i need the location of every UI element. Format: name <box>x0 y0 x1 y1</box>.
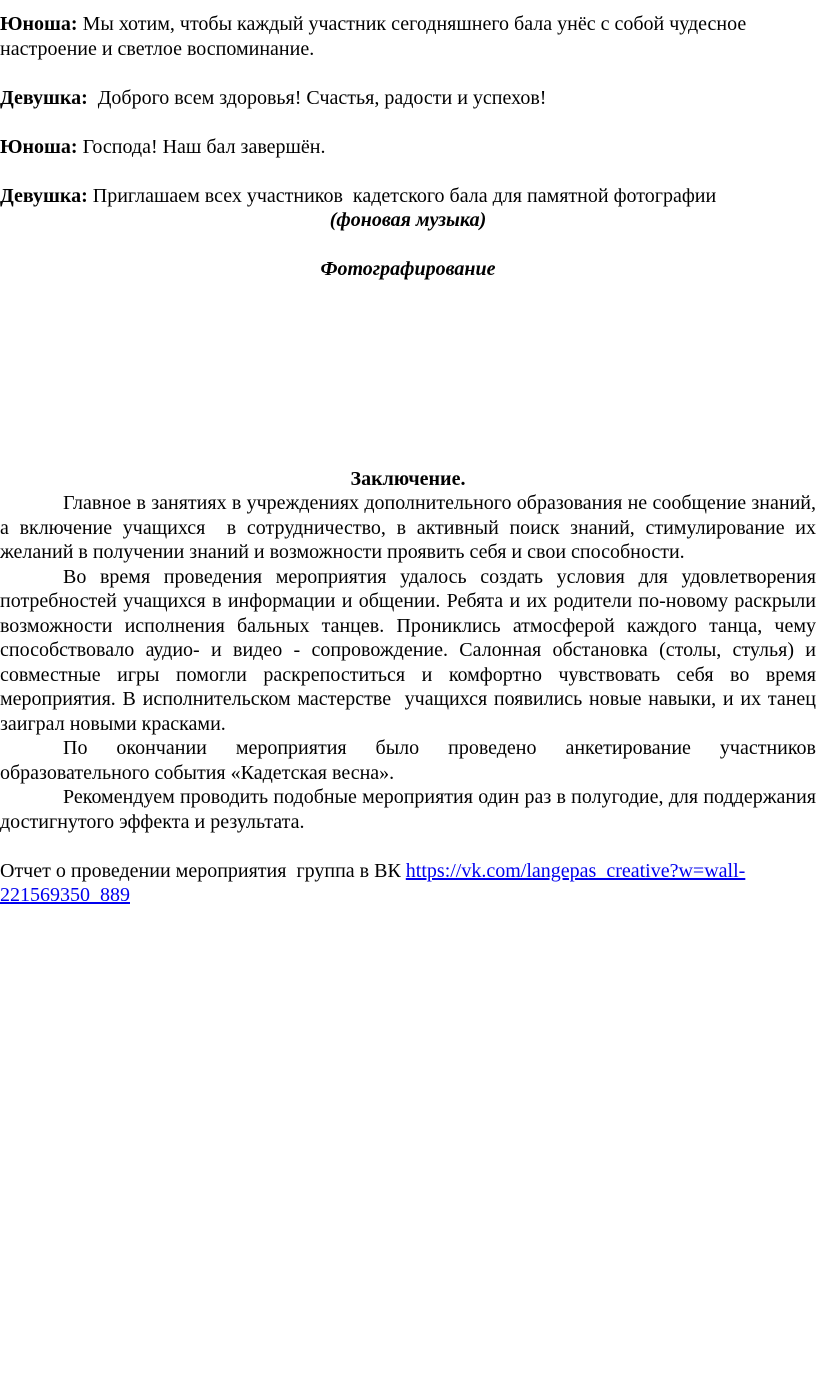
dialogue-line-4 <box>0 184 816 209</box>
report-line <box>0 859 816 908</box>
speaker-label: Юноша: <box>0 135 78 158</box>
blank-space <box>0 282 816 467</box>
dialogue-text: Господа! Наш бал завершён. <box>77 135 326 158</box>
conclusion-heading: Заключение. <box>350 467 466 490</box>
conclusion-paragraph-3: По окончании мероприятия было проведено анкетирование участников образовательного события «Кадетская весна». <box>0 737 816 784</box>
dialogue-text: Приглашаем всех участников кадетского бала для памятной фотографии <box>87 184 717 207</box>
dialogue-line-1 <box>0 12 816 61</box>
conclusion-paragraph-4: Рекомендуем проводить подобные мероприятия один раз в полугодие, для поддержания достигнутого эффекта и результата. <box>0 786 816 833</box>
dialogue-line-2 <box>0 86 816 111</box>
speaker-label: Девушка: <box>0 184 88 207</box>
speaker-label: Юноша: <box>0 13 78 35</box>
speaker-label: Девушка: <box>0 86 88 109</box>
document-page <box>0 12 816 908</box>
dialogue-text: Доброго всем здоровья! Счастья, радости и успехов! <box>87 86 547 109</box>
dialogue-text: Мы хотим, чтобы каждый участник сегодняшнего бала унёс с собой чудесное настроение и светлое воспоминание. <box>0 13 747 60</box>
report-text: Отчет о проведении мероприятия группа в ВК <box>0 859 406 882</box>
conclusion-paragraph-2: Во время проведения мероприятия удалось создать условия для удовлетворения потребностей учащихся в информации и общении. Ребята и их родители по-новому раскрыли возможности исполнения бальных танцев. Прониклись атмосферой каждого танца, чему способствовало аудио- и видео - сопровождение. Салонная обстановка (столы, стулья) и совместные игры помогли раскрепоститься и комфортно чувствовать себя во время мероприятия. В исполнительском мастерстве учащихся появились новые навыки, и их танец заиграл новыми красками. <box>0 565 816 735</box>
report-link[interactable]: https://vk.com/langepas_creative?w=wall-221569350_889 <box>0 859 746 906</box>
photo-title: Фотографирование <box>320 258 496 280</box>
conclusion-paragraph-1: Главное в занятиях в учреждениях дополнительного образования не сообщение знаний, а включение учащихся в сотрудничество, в активный поиск знаний, стимулирование их желаний в получении знаний и возможности проявить себя и свои способности. <box>0 492 816 563</box>
stage-direction: (фоновая музыка) <box>329 209 487 231</box>
dialogue-line-3 <box>0 135 816 160</box>
